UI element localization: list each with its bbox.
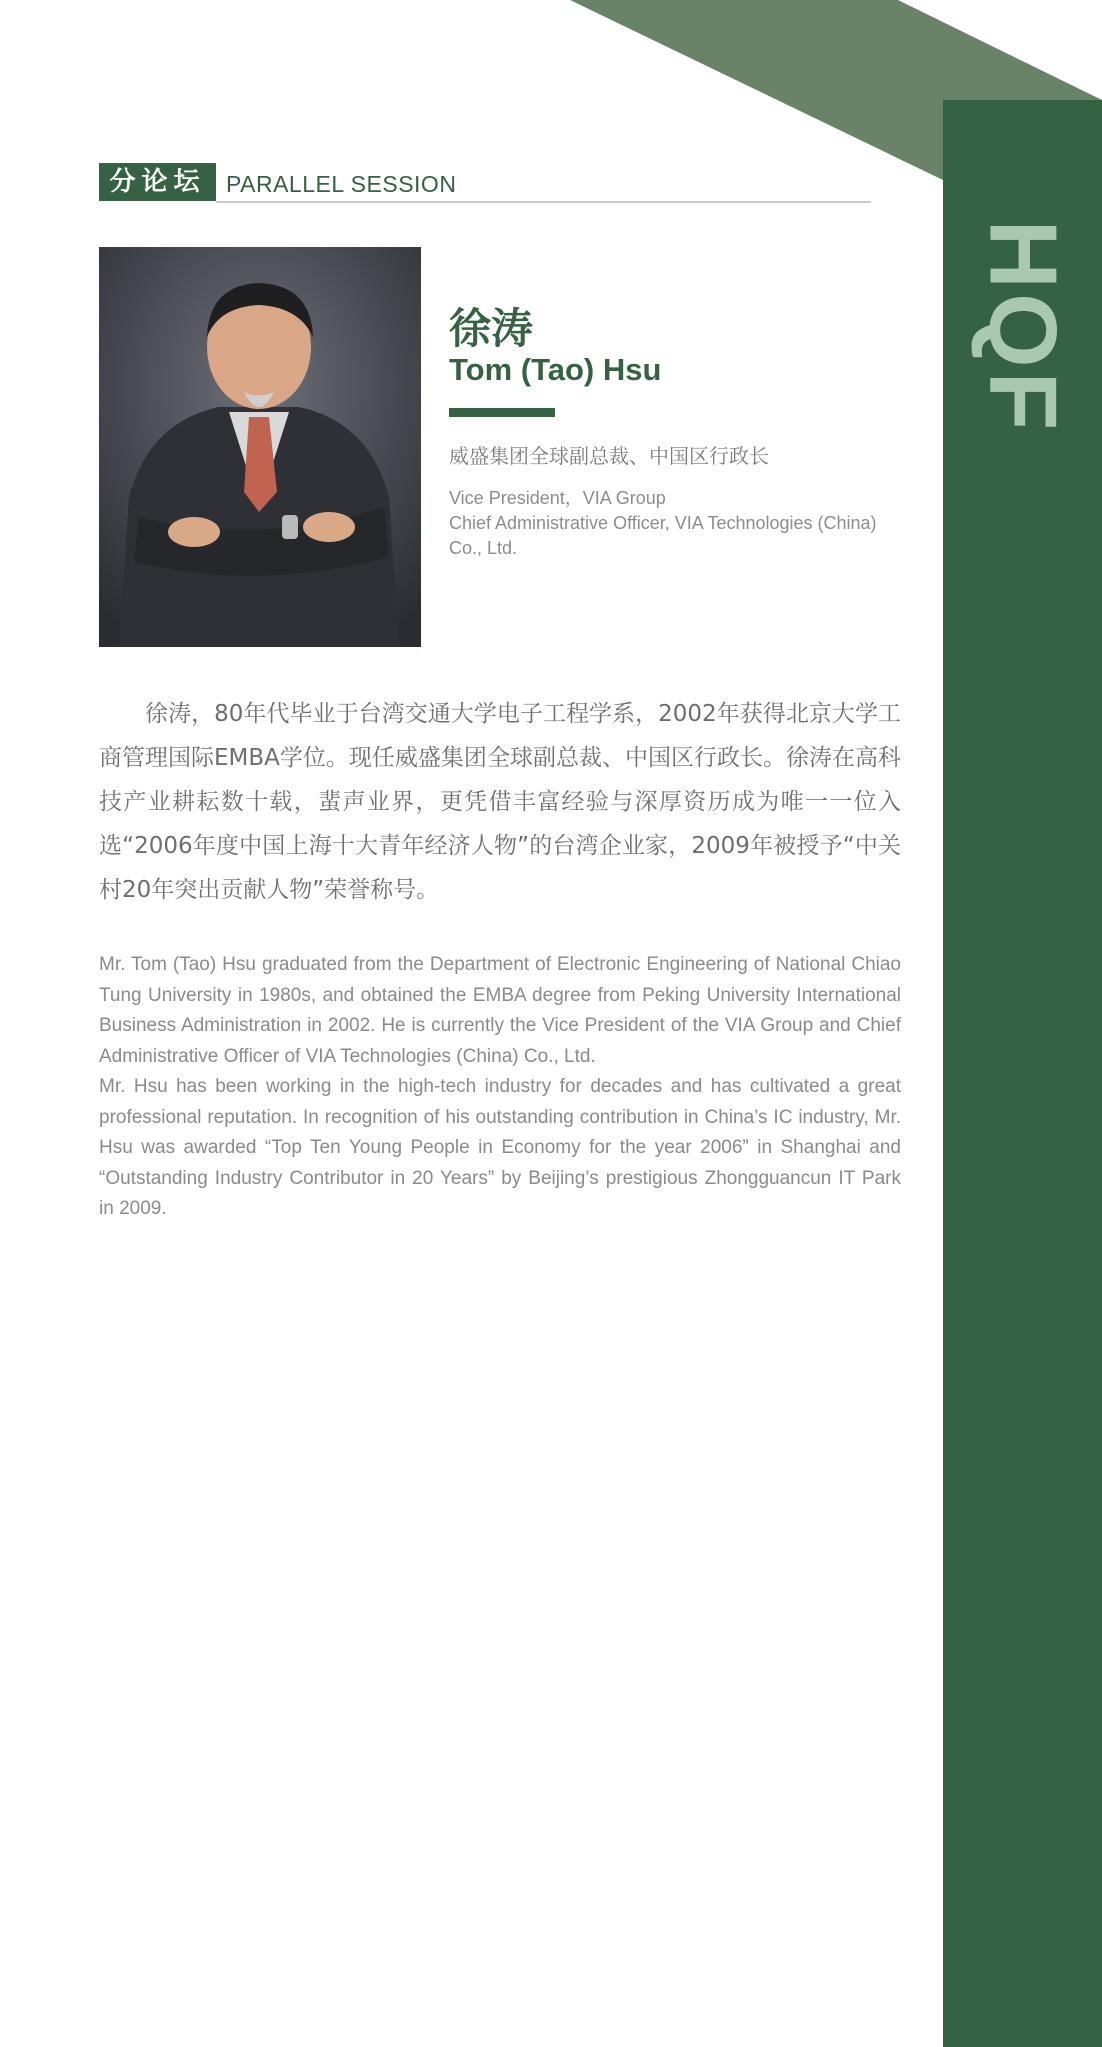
speaker-photo	[99, 247, 421, 647]
band-watermark	[943, 219, 1102, 435]
speaker-title-en	[449, 486, 909, 561]
watermark-text: HQF	[969, 219, 1077, 435]
bio-english	[99, 950, 901, 1225]
wristwatch	[282, 515, 298, 539]
bio-english-paragraph: Mr. Tom (Tao) Hsu graduated from the Department of Electronic Engineering of National Chiao Tung University in 1980s, and obtained the EMBA degree from Peking University International Business Administration in 2002. He is currently the Vice President of the VIA Group and Chief Administrative Officer of VIA Technologies (China) Co., Ltd.	[99, 954, 901, 1067]
hand-right	[303, 512, 355, 542]
section-header	[99, 163, 871, 203]
hand-left	[168, 517, 220, 547]
bio-chinese: 徐涛，80年代毕业于台湾交通大学电子工程学系，2002年获得北京大学工商管理国际EMBA学位。现任威盛集团全球副总裁、中国区行政长。徐涛在高科技产业耕耘数十载，蜚声业界，更凭借丰富经验与深厚资历成为唯一一位入选“2006年度中国上海十大青年经济人物”的台湾企业家，2009年被授予“中关村20年突出贡献人物”荣誉称号。	[99, 701, 901, 903]
title-en-line: Vice President，VIA Group	[449, 488, 666, 508]
name-underline	[449, 408, 555, 417]
speaker-title-cn: 威盛集团全球副总裁、中国区行政长	[449, 444, 769, 468]
section-badge: 分论坛	[99, 163, 216, 201]
speaker-name-en: Tom (Tao) Hsu	[449, 352, 662, 387]
section-label: PARALLEL SESSION	[226, 171, 457, 197]
section-divider	[216, 201, 871, 203]
title-en-line: Chief Administrative Officer, VIA Technologies (China)	[449, 513, 877, 533]
speaker-name-cn: 徐涛	[449, 304, 534, 353]
title-en-line: Co., Ltd.	[449, 538, 518, 558]
bio-english-paragraph: Mr. Hsu has been working in the high-tech industry for decades and has cultivated a great professional reputation. In recognition of his outstanding contribution in China’s IC industry, Mr. Hsu was awarded “Top Ten Young People in Economy for the year 2006” in Shanghai and “Outstanding Industry Contributor in 20 Years” by Beijing’s prestigious Zhongguancun IT Park in 2009.	[99, 1076, 901, 1219]
